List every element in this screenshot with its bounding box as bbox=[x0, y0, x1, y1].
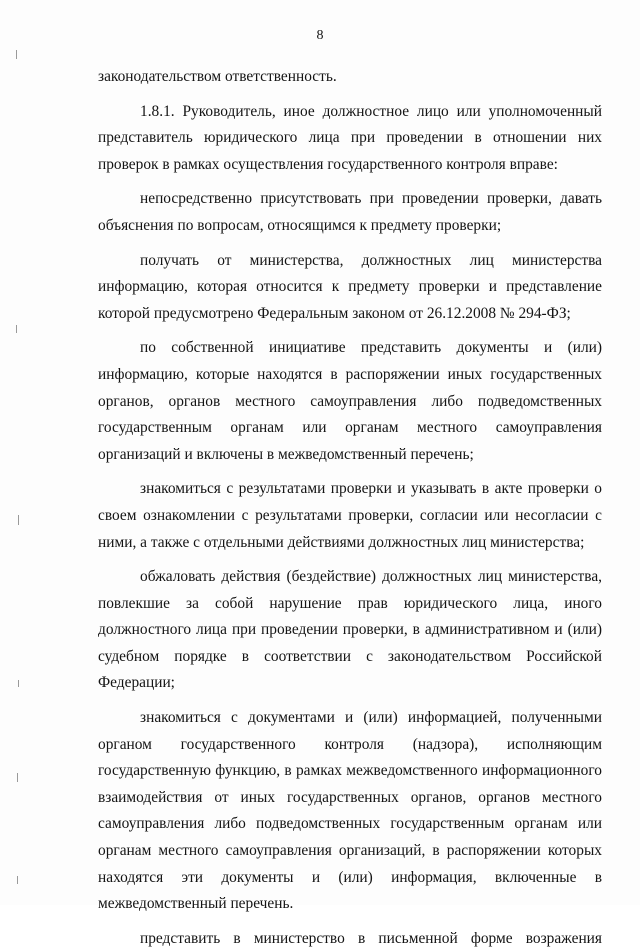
scan-artifact-mark bbox=[17, 876, 18, 884]
paragraph-right-appeal-actions: обжаловать действия (бездействие) должностных лиц министерства, повлекшие за собой нарушение прав юридического лица, иного должностного лица при проведении проверки, в административном и (или) судебном порядке в соответствии с законодательством Российской Федерации; bbox=[98, 568, 602, 692]
paragraph-1-8-1-intro: 1.8.1. Руководитель, иное должностное лицо или уполномоченный представитель юридического лица при проведении в отношении них проверок в рамках осуществления государственного контроля вправе: bbox=[98, 102, 602, 173]
paragraph-right-submit-objections: представить в министерство в письменной форме возражения bbox=[140, 929, 602, 947]
paragraph-continuation: законодательством ответственность. bbox=[98, 68, 337, 85]
paragraph-right-review-results: знакомиться с результатами проверки и указывать в акте проверки о своем ознакомлении с результатами проверки, согласии или несогласии с ними, а также с отдельными действиями должностных лиц министерства; bbox=[98, 480, 602, 551]
scan-artifact-mark bbox=[18, 515, 19, 525]
scan-artifact-mark bbox=[17, 773, 18, 782]
page-number: 8 bbox=[316, 28, 324, 43]
paragraph-right-receive-information: получать от министерства, должностных лиц министерства информацию, которая относится к предмету проверки и представление которой предусмотрено Федеральным законом от 26.12.2008 № 294-ФЗ; bbox=[98, 251, 602, 322]
scan-artifact-mark bbox=[18, 680, 19, 687]
paragraph-right-attend-inspection: непосредственно присутствовать при проведении проверки, давать объяснения по вопросам, относящимся к предмету проверки; bbox=[98, 190, 602, 234]
scan-artifact-mark bbox=[16, 50, 17, 59]
paragraph-right-submit-documents: по собственной инициативе представить документы и (или) информацию, которые находятся в распоряжении иных государственных органов, органов местного самоуправления либо подведомственных государственным органам или органам местного самоуправления организаций и включены в межведомственный перечень; bbox=[98, 339, 602, 463]
paragraph-right-review-interagency-documents: знакомиться с документами и (или) информацией, полученными органом государственного контроля (надзора), исполняющим государственную функцию, в рамках межведомственного информационного взаимодействия от иных государственных органов, органов местного самоуправления либо подведомственных государственным органам или органам местного самоуправления организаций, в распоряжении которых находятся эти документы и (или) информация, включенные в межведомственный перечень. bbox=[98, 709, 602, 913]
scan-artifact-mark bbox=[16, 325, 17, 333]
document-body bbox=[98, 64, 602, 952]
